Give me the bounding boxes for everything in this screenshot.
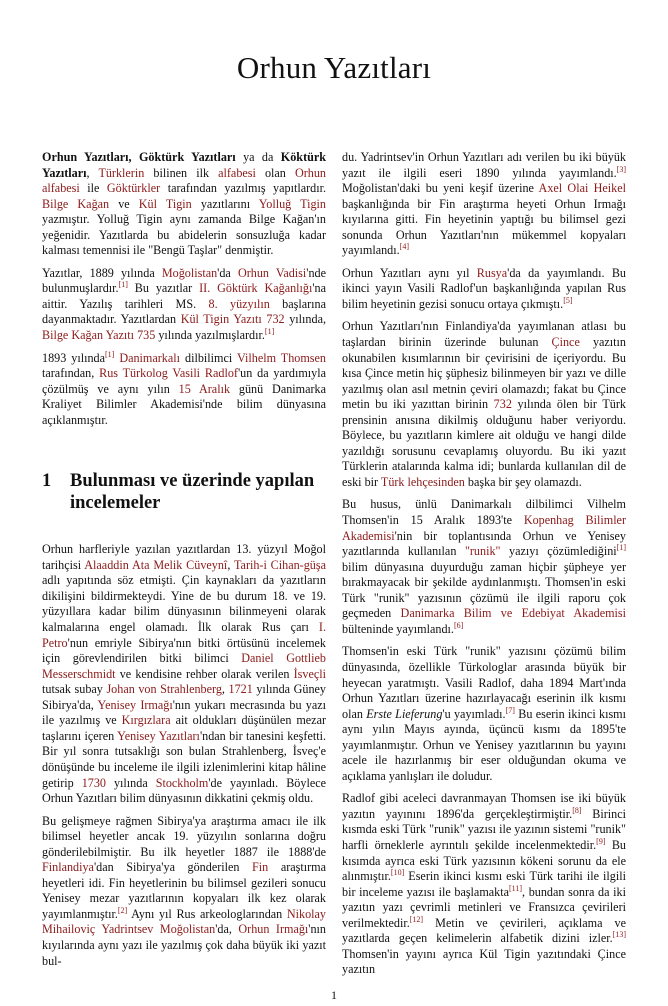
wiki-link[interactable]: Vilhelm Thomsen (236, 350, 326, 365)
text-run: araştırma heyetleri idi. Fin heyetlerinin bu bilimsel gezileri sonucu Yenisey mezar yazıtlarının kopyaları ilk kez olarak yayımlanmıştır. (42, 860, 326, 921)
citation-link[interactable]: [13] (612, 930, 626, 940)
section-paragraphs (42, 542, 326, 969)
text-run: günü Danimarka Kraliyet Bilimler Akademisi'nde bilim dünyasına açıklanmıştır. (42, 381, 326, 427)
text-run: Yazıtlar, 1889 yılında (42, 265, 162, 280)
text-run: Bu husus, ünlü Danimarkalı dilbilimci Vilhelm Thomsen'in 15 Aralık 1893'te (342, 497, 626, 528)
italic-title: Erste Lieferung (366, 706, 443, 721)
text-run: 'dan Sibirya'ya gönderilen (93, 860, 253, 875)
text-run: , (227, 557, 234, 572)
text-run: 'nun emriyle Sibirya'nın bitki örtüsünü incelemek için görevlendirilen bitki bilimci (42, 635, 326, 666)
section-heading (42, 470, 326, 514)
wiki-link[interactable]: I. Petro (42, 620, 326, 650)
text-run: tarafından, (42, 366, 100, 381)
wiki-link[interactable]: Yenisey Irmağı (97, 697, 173, 712)
text-run: bilim dünyasına duyurduğu zaman hiçbir şüpheye yer bırakmayacak bir şekilde aydınlanmıştı. Thomsen'in eski Türk "runik" yazısının çözümü ile ilgili raporu çok geçmeden (342, 559, 626, 621)
text-run: Bu kısımda ayrıca eski Türk yazısının kökeni sorunu da ele alınmıştır. (342, 837, 626, 884)
text-run: Orhun Yazıtları aynı yıl (342, 265, 477, 280)
paragraph (342, 319, 626, 490)
text-run: yılında Güney Sibirya'da, (42, 682, 326, 712)
text-run: Bu yazıtlar (127, 281, 200, 296)
text-run: yılında (105, 775, 156, 790)
paragraph (42, 542, 326, 806)
citation-link[interactable]: [5] (563, 295, 573, 305)
text-run: ya da (235, 150, 281, 164)
text-run: 'u yayımladı. (442, 706, 506, 721)
citation-link[interactable]: [12] (409, 914, 424, 924)
text-run: 'nin bir toplantısında Orhun ve Yenisey yazıtlarında kullanılan (342, 528, 626, 559)
text-run: , bundan sonra da iki yazıtın yazı çevrimli metinleri ve Fransızca çevirileri verilmektedir. (342, 884, 626, 930)
text-run: Birinci kısmda eski Türk "runik" yazısı ile yazının sistemi "runik" harfli örneklerle ayrıntılı şekilde incelenmektedir. (342, 806, 626, 852)
wiki-link[interactable]: Moğolistan (161, 265, 218, 280)
wiki-link[interactable]: Finlandiya (42, 860, 94, 875)
citation-link[interactable]: [8] (572, 805, 582, 815)
text-run: başka bir şey olamazdı. (464, 474, 582, 489)
wiki-link[interactable]: Orhun Irmağı (238, 922, 309, 937)
wiki-link[interactable]: Çince (551, 335, 580, 350)
text-run: bülteninde yayımlandı. (342, 621, 454, 636)
wiki-link[interactable]: Türk lehçesinden (380, 474, 465, 489)
wiki-link[interactable]: Kül Tigin Yazıtı (180, 312, 262, 327)
text-run: 'da da yayımlandı. Bu ikinci yayın Vasili Radlof'un başkanlığında yapılan Rus bilim heyetinin gezisi sonucu ortaya çıkmıştı. (342, 265, 626, 311)
wiki-link[interactable]: 15 Aralık (178, 381, 231, 396)
wiki-link[interactable]: Kopenhag Bilimler Akademisi (342, 513, 626, 543)
left-column (42, 150, 326, 976)
wiki-link[interactable]: Türklerin (98, 165, 145, 180)
paragraph (342, 497, 626, 637)
text-run: Orhun harfleriyle yazılan yazıtlardan 13. yüzyıl Moğol tarihçisi (42, 542, 326, 572)
wiki-link[interactable]: Bilge Kağan (42, 196, 110, 211)
text-run: 'nın kıyılarında aynı yazı ile yazılmış çok daha büyük iki yazıt bul- (42, 922, 326, 968)
wiki-link[interactable]: Kırgızlara (121, 713, 171, 728)
page-number: 1 (331, 988, 337, 1002)
text-run: yılında yazılmışlardır. (155, 328, 265, 343)
page-title: Orhun Yazıtları (236, 50, 432, 85)
text-run: Radlof gibi aceleci davranmayan Thomsen ise iki büyük yazıtın yayınını 1896'da gerçekleştirmiştir. (342, 791, 626, 821)
wiki-link[interactable]: Kül Tigin (138, 196, 192, 211)
wiki-link[interactable]: Bilge Kağan Yazıtı (42, 328, 135, 343)
wiki-link[interactable]: Johan von Strahlenberg (106, 682, 222, 697)
wiki-link[interactable]: 732 (493, 397, 512, 412)
wiki-link[interactable]: Moğolistan (159, 922, 216, 937)
wiki-link[interactable]: Yenisey Yazıtları (117, 728, 200, 743)
paragraph (342, 644, 626, 784)
text-run: Moğolistan'daki bu yeni keşif üzerine (342, 181, 539, 196)
text-run: başlarına dayanmaktadır. Yazıtlardan (42, 296, 326, 327)
text-run: Eserin ikinci kısmı eski Türk tarihi ile ilgili bir inceleme yazısı ile başlamakta (342, 869, 626, 899)
paragraph (342, 150, 626, 259)
text-run: 'de yayınladı. Böylece Orhun Yazıtları bilim dünyasının dikkatini çekmiş oldu. (42, 775, 326, 806)
text-run: 'da, (215, 922, 239, 937)
text-run: yazıtın okunabilen kısımlarının bir çevirisini de içeriyordu. Bu kısa Çince metin hiç şüphesiz bilinmeyen bir yazı ve dille yazılmış olan asıl metnin çeviri olamazdı; fakat bu Çince metin bu iki yazıttan birinin (342, 335, 626, 412)
wiki-link[interactable]: Tarih-i Cihan-güşa (233, 557, 326, 572)
text-run: 'nın yukarı mecrasında bu yazı ile yazılmış ve (42, 697, 327, 728)
wiki-link[interactable]: 1730 (81, 775, 106, 790)
text-run: yazıtlarını (191, 196, 259, 211)
text-run: 'na aittir. Yazılış tarihleri MS. (42, 281, 327, 311)
paragraph (42, 150, 326, 259)
text-run: tutsak subay (42, 682, 107, 697)
wiki-link[interactable]: Danimarka Bilim ve Edebiyat Akademisi (400, 606, 626, 621)
text-run: 'un da yardımıyla çözülmüş ve aynı yılın (42, 366, 327, 396)
text-run: bilinen ilk (144, 165, 219, 180)
text-run: 'ndan bir tanesini keşfetti. Bir yıl sonra tutsaklığı son bulan Strahlenberg, İsveç'e dönüşünde bu inceleme ile ilgili izlenimlerini kitap hâline getirip (42, 728, 326, 790)
citation-link[interactable]: [10] (390, 868, 405, 878)
wiki-link[interactable]: Stockholm (155, 775, 209, 790)
bold-term: Orhun Yazıtları, Göktürk Yazıtları (42, 150, 236, 164)
text-run: 1893 yılında (42, 350, 105, 365)
text-run: , (221, 682, 229, 697)
wiki-link[interactable]: Rusya (476, 265, 508, 280)
citation-link[interactable]: [11] (508, 883, 523, 893)
text-run: ve (109, 196, 139, 211)
section-title: Bulunması ve üzerinde yapılan incelemeler (70, 471, 315, 514)
citation-link[interactable]: [9] (596, 836, 606, 846)
text-run: dilbilimci (180, 350, 237, 365)
citation-link[interactable]: [1] (105, 349, 115, 359)
text-run: , (86, 165, 99, 180)
text-run: Thomsen'in eski Türk "runik" yazısını çözümü bilim dünyasında, özellikle Türkologlar arasında büyük bir heyecan yaratmıştı. Vasili Radlof, daha 1894 Mart'ında Orhun Yazıtları üzerine hazırlayacağı eserinin ilk kısmı olan (342, 644, 626, 721)
section-number: 1 (42, 471, 52, 492)
wiki-link[interactable]: Danimarkalı (119, 350, 181, 365)
text-run: 'da (217, 265, 238, 280)
citation-link[interactable]: [2] (117, 905, 128, 915)
text-run: yılında, (284, 312, 326, 327)
citation-link[interactable]: [1] (616, 543, 627, 553)
text-run: Orhun Yazıtları'nın Finlandiya'da yayımlanan atlası bu taşlardan birinin üzerinde bulunan (342, 319, 626, 350)
text-run: adlı yapıtında söz etmişti. Çin kaynakları da yazıtların dikilişini bildirmekteydi. Yine de bu durum 18. ve 19. yüzyıllara kadar bilim dünyasının bilinmeyeni olarak kalmalarına engel olamadı. İlk olarak Rus çarı (42, 573, 326, 635)
text-run: olan (255, 165, 295, 180)
citation-link[interactable]: [1] (118, 280, 128, 290)
wiki-link[interactable]: Alaaddin Ata Melik Cüveynî (84, 557, 228, 572)
text-run: 'nde bulunmuşlardır. (42, 265, 326, 296)
citation-link[interactable]: [7] (505, 705, 515, 715)
text-run: başkanlığında bir Fin araştırma heyeti Orhun Irmağı kıyılarına gitti. Fin heyetinin yaptığı bu bilimsel gezi sonunda Orhun Yazıtları'nın mükemmel kopyaları yayımlandı. (342, 196, 626, 258)
paragraph (342, 266, 626, 313)
text-run: yazıyı çözümlediğini (500, 544, 617, 559)
wiki-link[interactable]: Orhun Vadisi (237, 265, 307, 280)
wiki-link[interactable]: "runik" (464, 544, 501, 559)
wiki-link[interactable]: Rus Türkolog Vasili Radlof (99, 366, 238, 381)
text-run: tarafından yazılmış yapıtlardır. (160, 181, 326, 196)
text-run: Thomsen'in yayını ayrıca Kül Tigin yazıtındaki Çince yazıtın (342, 946, 626, 977)
wiki-link[interactable]: 735 (137, 328, 156, 343)
text-run: du. Yadrintsev'in Orhun Yazıtları adı verilen bu iki büyük yazıt ile ilgili eseri 1890 yılında yayımlandı. (342, 150, 626, 180)
wiki-link[interactable]: Nikolay Mihailoviç Yadrintsev (42, 906, 326, 937)
wiki-link[interactable]: II. Göktürk Kağanlığı (199, 281, 313, 296)
wiki-link[interactable]: alfabesi (218, 165, 256, 180)
wiki-link[interactable]: 732 (266, 312, 285, 327)
citation-link[interactable]: [3] (616, 164, 626, 174)
wiki-link[interactable]: Daniel Gottlieb Messerschmidt (42, 651, 326, 681)
wiki-link[interactable]: İsveçli (293, 666, 326, 681)
right-paragraphs (342, 150, 626, 978)
wiki-link[interactable]: 1721 (228, 682, 253, 697)
text-run: Metin ve çevirileri, açıklama ve yazıtlarda geçen kelimelerin alfabetik dizini izler. (342, 915, 626, 946)
wiki-link[interactable]: Axel Olai Heikel (538, 181, 626, 196)
text-run: Bu eserin ikinci kısmı aynı yılın Mayıs ayında, üçüncü kısmı da 1895'te yayımlanmıştır. Orhun ve Yenisey yazıtlarının bu yayını acele ile hazırlanmış bir eser olduğundan okuma ve açıklama yanlışları ile doludur. (342, 706, 626, 783)
paragraph (42, 814, 326, 969)
wiki-link[interactable]: 8. yüzyılın (208, 296, 270, 311)
text-run: yazmıştır. Yolluğ Tigin aynı zamanda Bilge Kağan'ın yeğenidir. Yazıtlarda bu abidelerin sonsuzluğa kadar kalması temennisi ile "Bengü Taşlar" denmiştir. (42, 212, 326, 258)
paragraph (42, 351, 326, 429)
wiki-link[interactable]: Yolluğ Tigin (258, 196, 327, 211)
intro-paragraphs (42, 150, 326, 428)
text-run: ait oldukları düşünülen mezar taşlarını içeren (42, 713, 326, 743)
text-run: Bu gelişmeye rağmen Sibirya'ya araştırma amacı ile ilk bilimsel heyetler ancak 19. yüzyılın sonlarına doğru gönderilebilmiştir. Bu ilk heyetler 1887 ile 1888'de (42, 813, 326, 859)
citation-link[interactable]: [1] (264, 326, 275, 336)
right-column (342, 150, 626, 985)
wiki-link[interactable]: Göktürkler (106, 181, 161, 196)
text-run: Aynı yıl Rus arkeologlarından (127, 906, 287, 921)
text-run: ile (79, 181, 107, 196)
wiki-link[interactable]: Orhun alfabesi (42, 165, 326, 196)
text-run: ve kendisine rehber olarak verilen (115, 666, 294, 681)
paragraph (42, 266, 326, 344)
text-run: yılında ölen bir Türk prensinin anısına dikilmiş olduğunu haber veriyordu. Böylece, bu yazıtların kimlere ait olduğu ve hangi dilde yazıldığı sorusunu cevaplamış oluyordu. Bu iki yazıt Türklerin atalarında kalma idi; bunlarda kullanılan dil de eski bir (342, 397, 626, 489)
citation-link[interactable]: [6] (453, 620, 464, 630)
paragraph (342, 791, 626, 978)
wiki-link[interactable]: Fin (252, 860, 269, 875)
citation-link[interactable]: [4] (399, 242, 409, 252)
bold-term: Köktürk Yazıtları (42, 150, 326, 180)
